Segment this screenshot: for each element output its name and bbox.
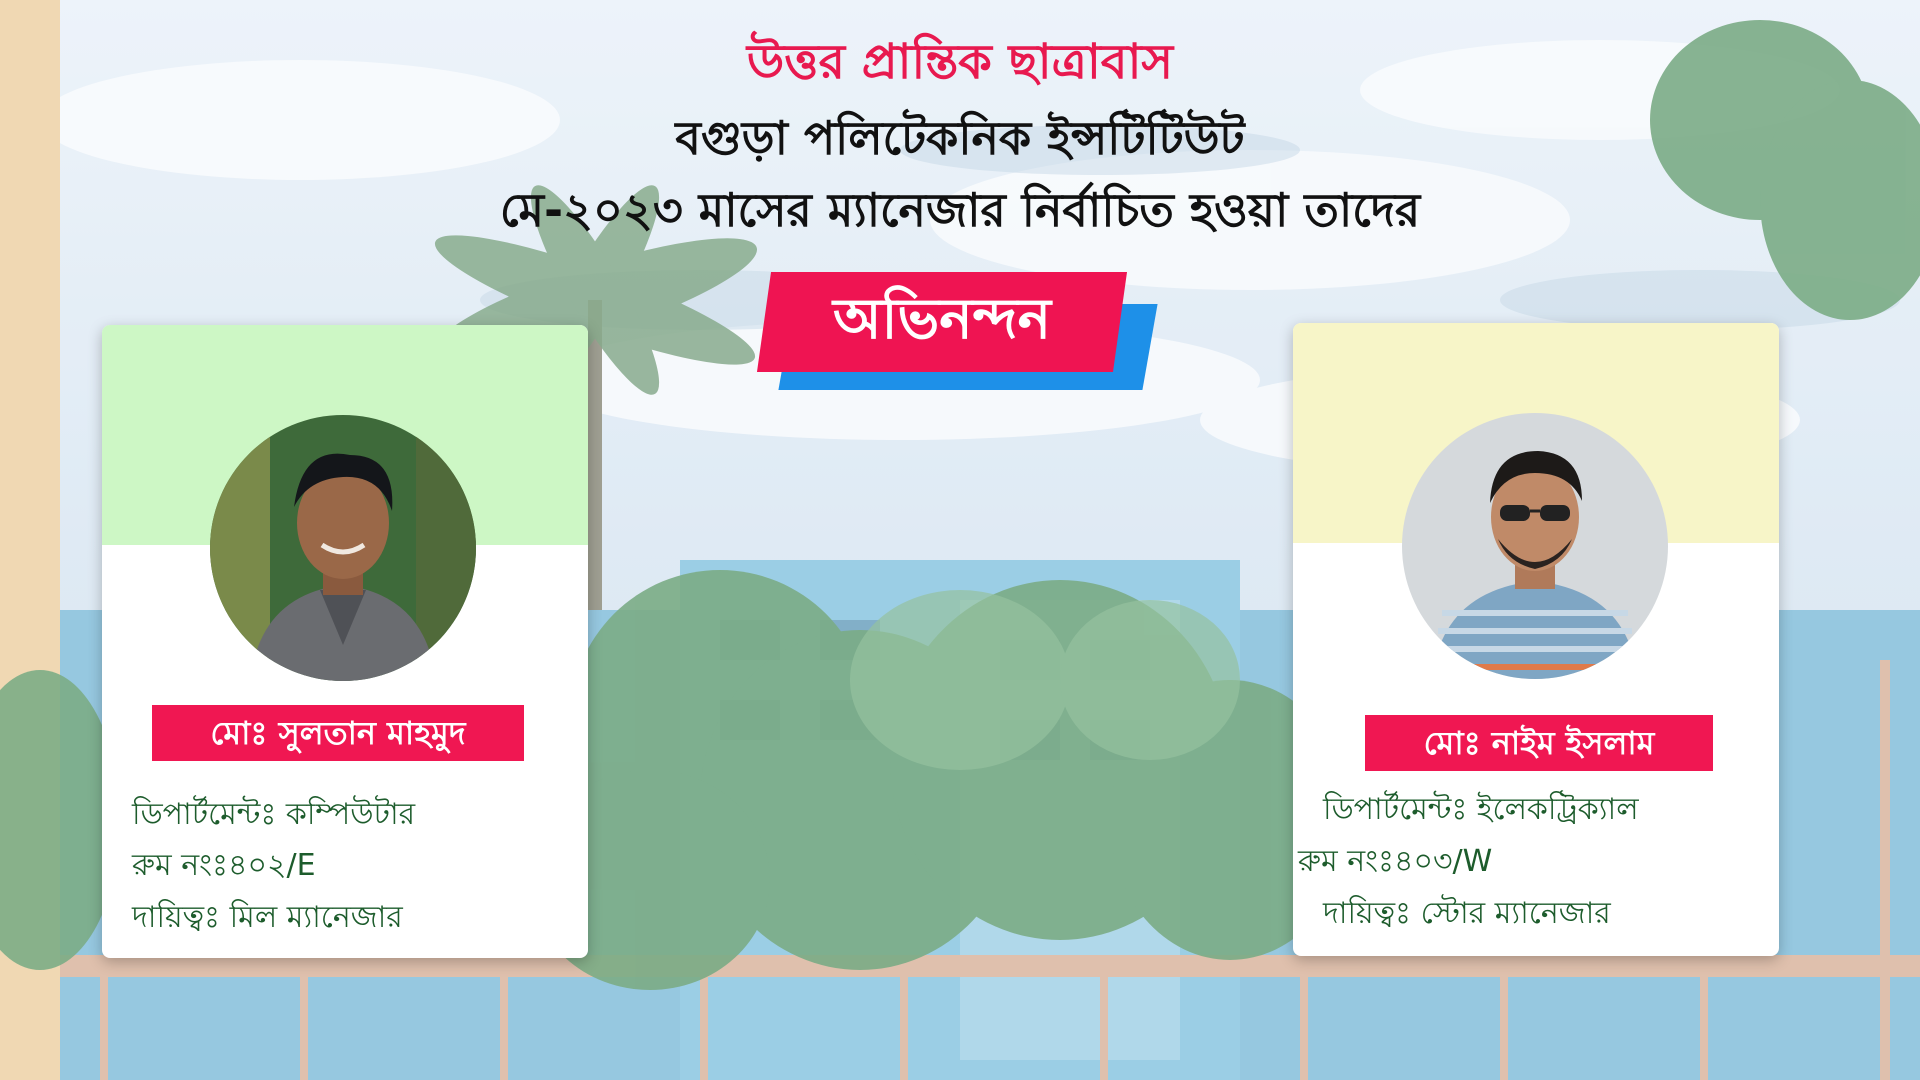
manager-name-tag: মোঃ নাইম ইসলাম [1365, 715, 1713, 771]
congratulations-banner [764, 270, 1156, 396]
hostel-title: উত্তর প্রান্তিক ছাত্রাবাস [746, 34, 1174, 90]
room-info: রুম নংঃ৪০২/E [132, 848, 316, 883]
banner-text: অভিনন্দন [832, 287, 1052, 352]
duty-info: দায়িত্বঃ স্টোর ম্যানেজার [1323, 896, 1611, 931]
manager-card-right [1293, 323, 1779, 956]
avatar [210, 415, 476, 681]
person-photo-icon [1402, 413, 1668, 679]
manager-card-left [102, 325, 588, 958]
manager-name-tag: মোঃ সুলতান মাহমুদ [152, 705, 524, 761]
announcement-line: মে-২০২৩ মাসের ম্যানেজার নির্বাচিত হওয়া তাদের [499, 183, 1421, 237]
department-info: ডিপার্টমেন্টঃ ইলেকট্রিক্যাল [1323, 792, 1639, 827]
institute-title: বগুড়া পলিটেকনিক ইন্সটিটিউট [675, 111, 1245, 165]
avatar [1402, 413, 1668, 679]
duty-info: দায়িত্বঃ মিল ম্যানেজার [132, 900, 403, 935]
person-photo-icon [210, 415, 476, 681]
room-info: রুম নংঃ৪০৩/W [1298, 844, 1493, 879]
department-info: ডিপার্টমেন্টঃ কম্পিউটার [132, 797, 416, 832]
